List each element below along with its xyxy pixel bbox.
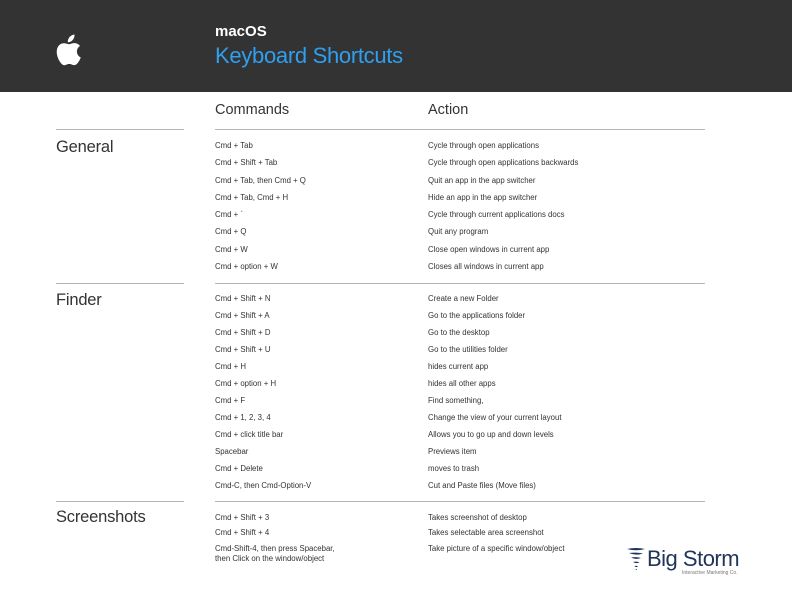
- section-title-general: General: [56, 138, 114, 156]
- section-divider: [215, 501, 705, 502]
- action-cell: Go to the utilities folder: [428, 345, 508, 354]
- brand-name: Big Storm: [647, 546, 740, 571]
- section-divider: [56, 283, 184, 284]
- action-cell: Go to the applications folder: [428, 311, 526, 320]
- action-column-header: Action: [428, 102, 469, 118]
- command-cell: Cmd + Shift + A: [215, 311, 270, 320]
- action-cell: Hide an app in the app switcher: [428, 193, 538, 202]
- page-title: Keyboard Shortcuts: [215, 43, 403, 68]
- os-name: macOS: [215, 23, 267, 40]
- section-title-screenshots: Screenshots: [56, 508, 146, 526]
- command-cell: Cmd + Tab, then Cmd + Q: [215, 176, 306, 185]
- action-cell: Allows you to go up and down levels: [428, 430, 554, 439]
- big-storm-logo: [626, 546, 756, 580]
- action-cell: Takes selectable area screenshot: [428, 528, 544, 537]
- command-cell: Cmd + `: [215, 210, 243, 219]
- action-cell: Take picture of a specific window/object: [428, 544, 565, 553]
- command-cell: Cmd + Shift + Tab: [215, 158, 278, 167]
- command-cell: Cmd-C, then Cmd-Option-V: [215, 481, 312, 490]
- action-cell: Previews item: [428, 447, 477, 456]
- section-divider: [56, 501, 184, 502]
- section-divider: [215, 283, 705, 284]
- command-cell: Spacebar: [215, 447, 249, 456]
- action-cell: hides all other apps: [428, 379, 496, 388]
- action-cell: Cycle through current applications docs: [428, 210, 565, 219]
- command-cell: Cmd + option + W: [215, 262, 278, 271]
- action-cell: Cycle through open applications backwards: [428, 158, 579, 167]
- command-cell: Cmd + Shift + D: [215, 328, 271, 337]
- command-cell: Cmd + Tab: [215, 141, 253, 150]
- command-cell: Cmd + option + H: [215, 379, 277, 388]
- action-cell: Close open windows in current app: [428, 245, 550, 254]
- action-cell: hides current app: [428, 362, 489, 371]
- action-cell: Find something,: [428, 396, 484, 405]
- command-cell: Cmd + click title bar: [215, 430, 284, 439]
- section-divider: [56, 129, 184, 130]
- tornado-icon: [626, 547, 646, 571]
- command-cell: Cmd + H: [215, 362, 246, 371]
- action-cell: Cut and Paste files (Move files): [428, 481, 536, 490]
- action-cell: Create a new Folder: [428, 294, 499, 303]
- section-title-finder: Finder: [56, 291, 102, 309]
- command-cell: Cmd + F: [215, 396, 246, 405]
- apple-icon: [55, 34, 83, 66]
- command-cell: Cmd + Shift + 3: [215, 513, 270, 522]
- action-cell: moves to trash: [428, 464, 480, 473]
- command-cell: Cmd + Shift + 4: [215, 528, 270, 537]
- action-cell: Change the view of your current layout: [428, 413, 562, 422]
- action-cell: Closes all windows in current app: [428, 262, 544, 271]
- command-cell: Cmd + Shift + U: [215, 345, 271, 354]
- action-cell: Quit an app in the app switcher: [428, 176, 536, 185]
- command-cell: Cmd + W: [215, 245, 248, 254]
- command-cell: Cmd + Delete: [215, 464, 263, 473]
- action-cell: Go to the desktop: [428, 328, 490, 337]
- section-divider: [215, 129, 705, 130]
- action-cell: Cycle through open applications: [428, 141, 539, 150]
- commands-column-header: Commands: [215, 102, 290, 118]
- command-cell: Cmd + Tab, Cmd + H: [215, 193, 289, 202]
- command-cell: Cmd + Q: [215, 227, 247, 236]
- action-cell: Takes screenshot of desktop: [428, 513, 527, 522]
- command-cell: Cmd + Shift + N: [215, 294, 271, 303]
- command-cell: then Click on the window/object: [215, 554, 325, 563]
- command-cell: Cmd + 1, 2, 3, 4: [215, 413, 271, 422]
- command-cell: Cmd-Shift-4, then press Spacebar,: [215, 544, 335, 553]
- brand-tagline: Interactive Marketing Co.: [682, 570, 738, 576]
- header-bar: [0, 0, 792, 92]
- action-cell: Quit any program: [428, 227, 489, 236]
